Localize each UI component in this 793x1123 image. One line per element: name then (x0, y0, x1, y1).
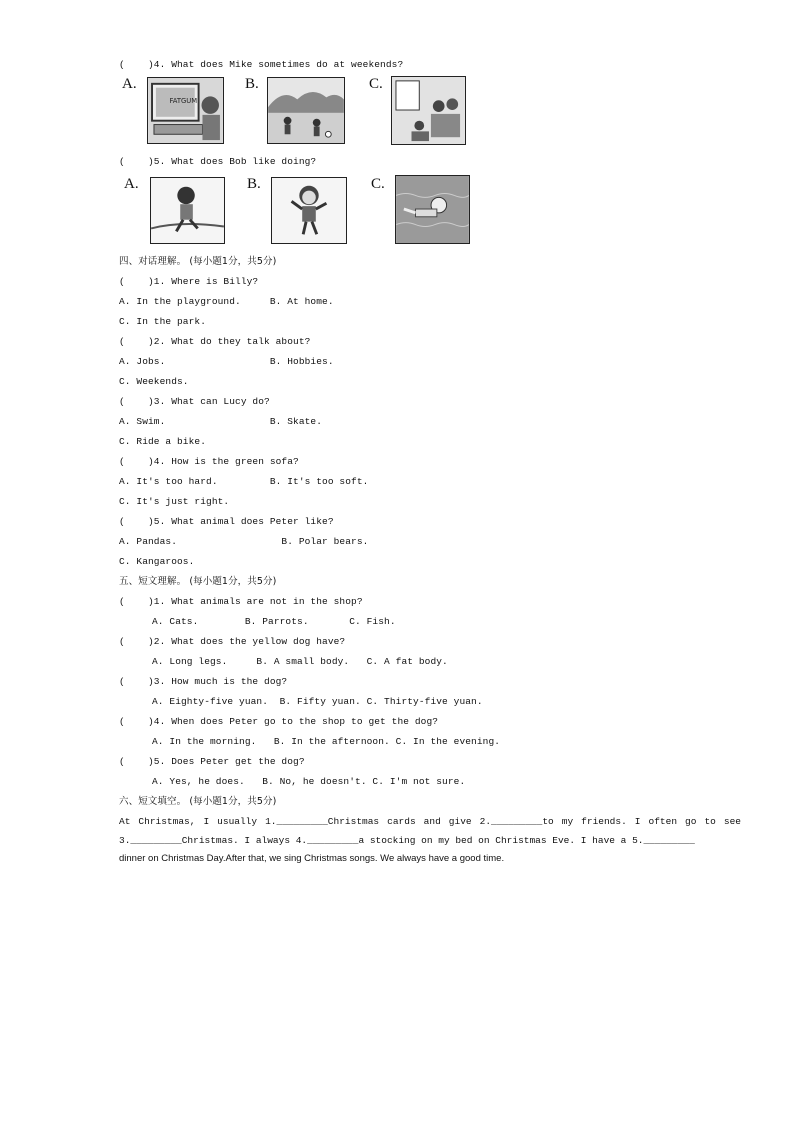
option-line: A. Yes, he does. B. No, he doesn't. C. I'm not sure. (152, 776, 466, 787)
option-label: A. (124, 176, 139, 192)
option-line: C. Ride a bike. (119, 436, 207, 447)
option-line: C. Kangaroos. (119, 556, 195, 567)
question-line: ( )1. What animals are not in the shop? (119, 596, 363, 607)
option-label: A. (122, 76, 137, 92)
option-line: C. Weekends. (119, 376, 189, 387)
question-line: ( )5. Does Peter get the dog? (119, 756, 305, 767)
computer-picture (147, 77, 224, 144)
playground-picture (267, 77, 345, 144)
option-line: A. Long legs. B. A small body. C. A fat body. (152, 656, 448, 667)
screen-text: FATGUM (169, 97, 198, 106)
option-line: A. In the morning. B. In the afternoon. C. In the evening. (152, 736, 501, 747)
question-line: ( )4. How is the green sofa? (119, 456, 299, 467)
passage-main-text: At Christmas, I usually 1._________Christmas cards and give 2._________to my friends. I often go to see 3._________Christmas. I always 4._________a stocking on my bed on Christmas Eve. I have a 5._________ (119, 816, 741, 846)
option-line: A. Pandas. B. Polar bears. (119, 536, 369, 547)
swimming-boy-picture (395, 175, 470, 244)
section-heading: 六、短文填空。 (每小题1分，共5分) (119, 796, 277, 807)
question-line: ( )3. How much is the dog? (119, 676, 288, 687)
option-line: C. It's just right. (119, 496, 230, 507)
option-line: A. Swim. B. Skate. (119, 416, 323, 427)
option-label: C. (369, 76, 383, 92)
question-line: ( )2. What does the yellow dog have? (119, 636, 346, 647)
question-line: ( )1. Where is Billy? (119, 276, 259, 287)
option-line: A. Cats. B. Parrots. C. Fish. (152, 616, 396, 627)
family-picture (391, 76, 466, 145)
question-line: ( )5. What animal does Peter like? (119, 516, 334, 527)
question-stem: ( )5. What does Bob like doing? (119, 156, 317, 167)
jumping-boy-picture (271, 177, 347, 244)
option-line: A. In the playground. B. At home. (119, 296, 334, 307)
option-label: B. (247, 176, 261, 192)
cloze-passage (119, 813, 741, 869)
question-line: ( )4. When does Peter go to the shop to get the dog? (119, 716, 439, 727)
running-boy-picture (150, 177, 225, 244)
question-line: ( )2. What do they talk about? (119, 336, 311, 347)
option-line: A. Eighty-five yuan. B. Fifty yuan. C. Thirty-five yuan. (152, 696, 483, 707)
option-label: C. (371, 176, 385, 192)
option-line: A. It's too hard. B. It's too soft. (119, 476, 369, 487)
passage-last-line: dinner on Christmas Day.After that, we sing Christmas songs. We always have a good time. (119, 853, 505, 864)
section-heading: 四、对话理解。 (每小题1分，共5分) (119, 256, 277, 267)
option-label: B. (245, 76, 259, 92)
option-line: C. In the park. (119, 316, 207, 327)
question-stem: ( )4. What does Mike sometimes do at weekends? (119, 59, 404, 70)
option-line: A. Jobs. B. Hobbies. (119, 356, 334, 367)
question-line: ( )3. What can Lucy do? (119, 396, 270, 407)
section-heading: 五、短文理解。 (每小题1分，共5分) (119, 576, 277, 587)
